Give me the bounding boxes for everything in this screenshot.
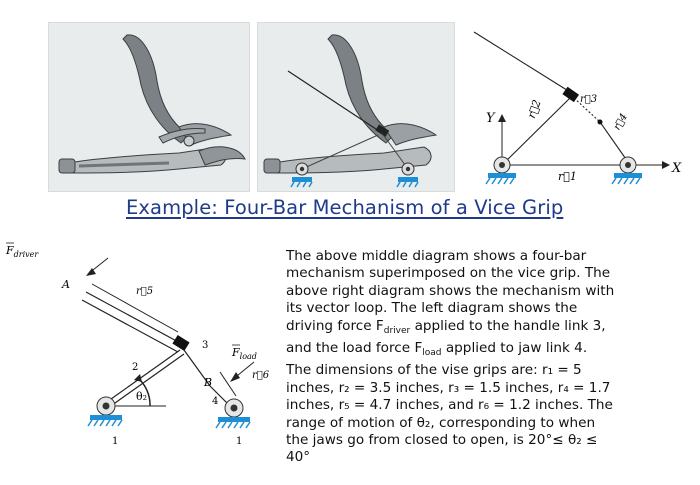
vice-grip-photo-left <box>48 22 250 192</box>
vice-grip-illustration-middle <box>258 23 454 191</box>
joint-dot <box>598 120 603 125</box>
point-b-label: B <box>204 376 213 389</box>
r1-label: r⃗1 <box>558 170 577 183</box>
link-4-label: 4 <box>212 396 219 407</box>
paragraph-line: 40° <box>286 449 311 466</box>
vice-grip-photo-middle <box>257 22 455 192</box>
left-mechanism-diagram <box>0 228 285 481</box>
handle-link-edge-bottom <box>82 300 178 352</box>
r5-label: r⃗5 <box>136 286 154 297</box>
f-load-label: $F_{load}$ <box>232 346 257 361</box>
paragraph-line: its vector loop. The left diagram shows the <box>286 300 578 317</box>
pivot-left <box>486 157 516 184</box>
link-2-label: 2 <box>132 362 139 373</box>
r6-label: r⃗6 <box>252 370 270 381</box>
vice-grip-illustration-left <box>49 23 249 191</box>
paragraph-line: and the load force $F_{load}$ applied to jaw link 4. <box>286 340 588 359</box>
paragraph-line: driving force $F_{driver}$ applied to the handle link 3, <box>286 317 606 336</box>
handle-link-edge-top <box>86 292 182 344</box>
paragraph-line: inches, r₅ = 4.7 inches, and r₆ = 1.2 inches. The <box>286 397 613 414</box>
point-a-label: A <box>62 278 70 291</box>
paragraph-line: above right diagram shows the mechanism with <box>286 282 615 299</box>
page-title: Example: Four-Bar Mechanism of a Vice Grip <box>126 196 564 219</box>
theta2-label: θ₂ <box>136 390 148 403</box>
r2-label: r⃗2 <box>524 97 544 121</box>
paragraph-line: inches, r₂ = 3.5 inches, r₃ = 1.5 inches, r₄ = 1.7 <box>286 379 611 396</box>
f-driver-label: $F_{driver}$ <box>6 244 39 259</box>
paragraph-line: The dimensions of the vise grips are: r₁ = 5 <box>286 362 582 379</box>
pivot-right <box>612 157 642 184</box>
ground-1-left-label: 1 <box>112 436 119 447</box>
r5-dimension-line <box>92 284 178 332</box>
link-3-label: 3 <box>202 340 209 351</box>
paragraph-line: range of motion of θ₂, corresponding to when <box>286 414 596 431</box>
r3-label: r⃗3 <box>580 94 598 105</box>
handle-line <box>474 32 570 92</box>
paragraph-line: the jaws go from closed to open, is 20°≤ θ₂ ≤ <box>286 432 598 449</box>
paragraph-line: The above middle diagram shows a four-bar <box>286 248 587 264</box>
ground-1-right-label: 1 <box>236 436 243 447</box>
slider-block-left <box>172 335 189 351</box>
r4-label: r⃗4 <box>611 111 630 133</box>
vector-loop-diagram <box>462 22 688 194</box>
y-axis-label: Y <box>486 111 495 126</box>
paragraph-line: mechanism superimposed on the vice grip. The <box>286 265 611 282</box>
pivot-right-ground <box>216 399 250 428</box>
description-paragraph <box>286 248 688 467</box>
r6-dimension-line <box>220 372 236 396</box>
x-axis-label: X <box>672 161 682 176</box>
